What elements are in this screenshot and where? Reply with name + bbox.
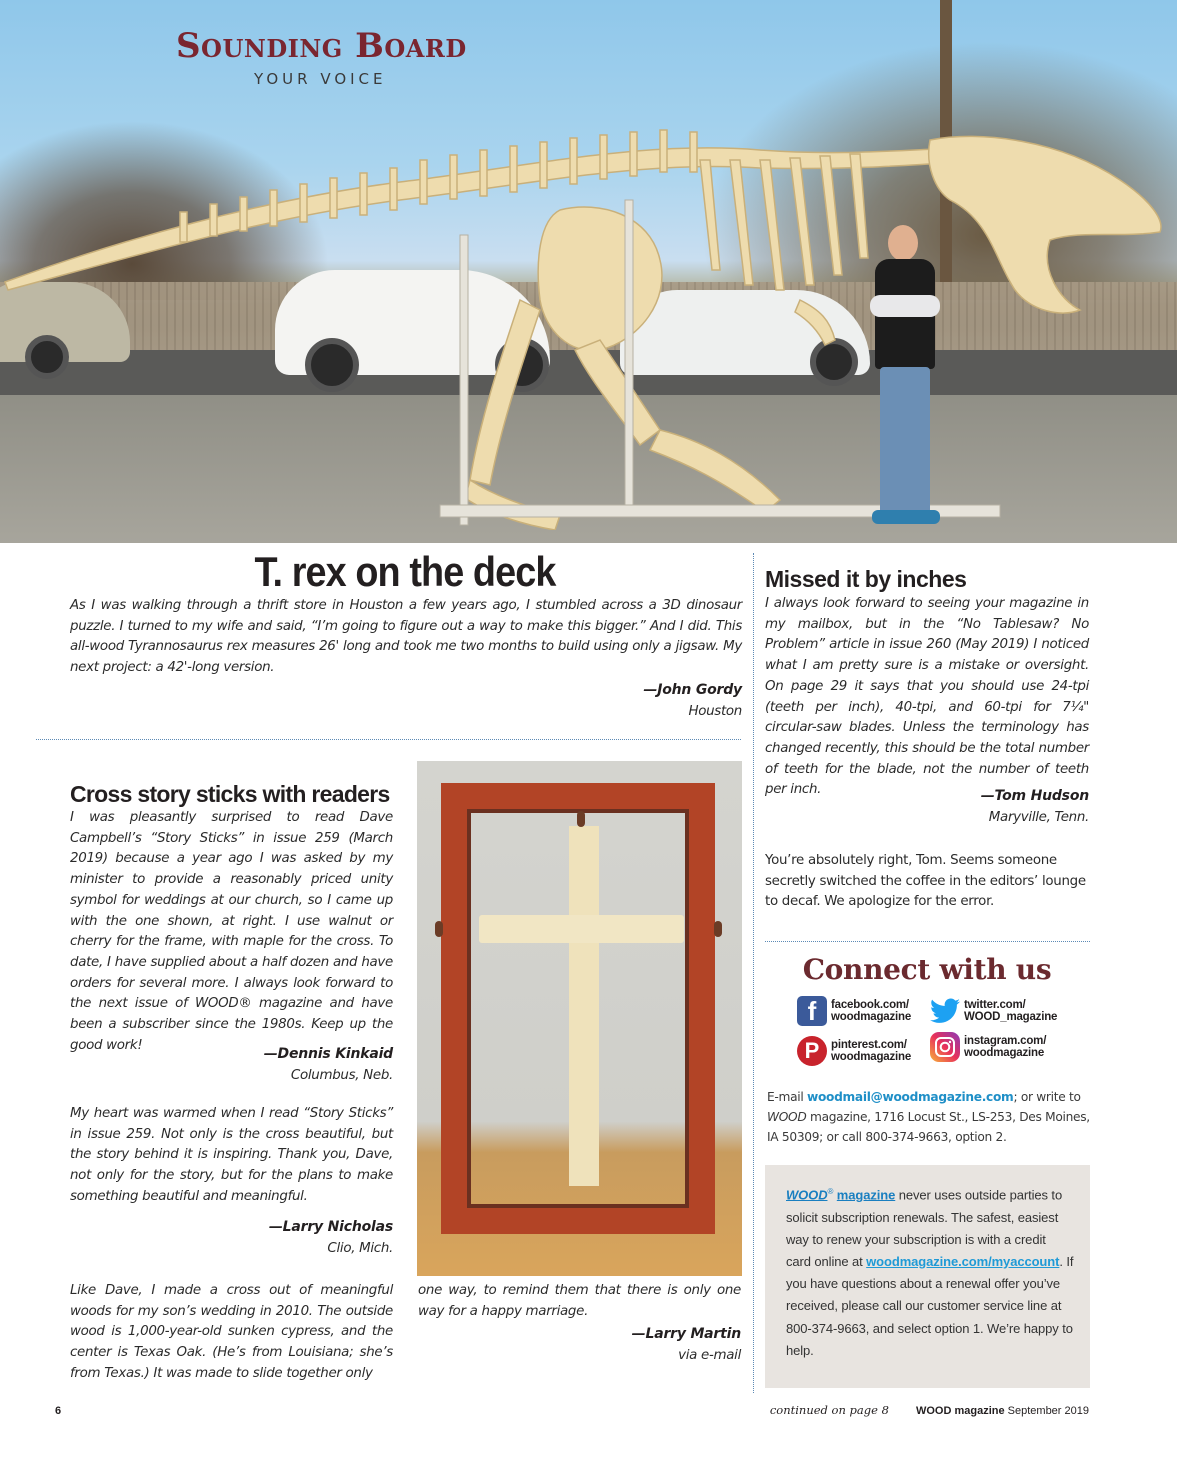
twitter-icon bbox=[930, 996, 960, 1026]
column-divider bbox=[753, 553, 754, 1393]
letter-body-kinkaid: I was pleasantly surprised to read Dave Campbell’s “Story Sticks” in issue 259 (March 2019) because a year ago I was asked by my minister to provide a reasonably priced unity symbol for weddings at our church, so I came up with the one shown, at right. I use walnut or cherry for the frame, with maple for the cross. To date, I have supplied about a half dozen and have orders for several more. I always look forward to the next issue of WOOD® magazine and have been a subscriber since the 1980s. Keep up the good work! bbox=[70, 810, 393, 1053]
social-label: pinterest.com/ woodmagazine bbox=[831, 1039, 912, 1063]
letter-body-hudson: I always look forward to seeing your magazine in my mailbox, but in the “No Tablesaw? No Problem” article in issue 260 (May 2019) I noticed what I am pretty sure is a mistake or oversight. On page 29 it says that you should use 24-tpi (teeth per inch), 40-tpi, and 60-tpi for 7¼" circular-saw blades. Unless the terminology has changed recently, this should be the total number of teeth for the blade, not the number of teeth per inch. bbox=[765, 596, 1089, 798]
letter-title-trex: T. rex on the deck bbox=[254, 548, 556, 595]
subscription-notice: WOOD® magazine never uses outside parties to solicit subscription renewals. The safest, easiest way to renew your subscription is with a credit card online at woodmagazine.com/myaccount. If you have questions about a renewal offer you’ve received, please call our customer service line at 800-374-9663, and select option 1. We’re happy to help. bbox=[765, 1165, 1090, 1388]
author-name: —Dennis Kinkaid bbox=[263, 1046, 393, 1062]
cherry-frame bbox=[441, 783, 715, 1234]
section-divider bbox=[765, 941, 1090, 942]
author-name: —John Gordy bbox=[643, 682, 742, 698]
footer-info bbox=[770, 1403, 1089, 1417]
letter-title-missed: Missed it by inches bbox=[765, 566, 967, 592]
continued-note: continued on page 8 bbox=[769, 1403, 889, 1417]
instagram-icon bbox=[930, 1032, 960, 1062]
myaccount-link[interactable]: woodmagazine.com/myaccount bbox=[866, 1253, 1060, 1269]
social-pinterest[interactable] bbox=[797, 1036, 911, 1066]
contact-info: E-mail woodmail@woodmagazine.com; or write to WOOD magazine, 1716 Locust St., LS-253, Des Moines, IA 50309; or call 800-374-9663, option 2. bbox=[767, 1090, 1090, 1144]
social-label: twitter.com/ WOOD_magazine bbox=[964, 999, 1058, 1023]
social-instagram[interactable] bbox=[930, 1032, 1046, 1062]
social-twitter[interactable] bbox=[930, 996, 1057, 1026]
section-header bbox=[176, 26, 467, 88]
email-link[interactable]: woodmail@woodmagazine.com bbox=[807, 1090, 1014, 1104]
man-standing bbox=[870, 225, 940, 525]
author-location: via e-mail bbox=[678, 1348, 741, 1363]
connect-title: Connect with us bbox=[802, 953, 1052, 986]
author-name: —Larry Nicholas bbox=[268, 1219, 393, 1235]
peg bbox=[577, 811, 585, 827]
letter-body-martin-part1: Like Dave, I made a cross out of meaningful woods for my son’s wedding in 2010. The outside wood is 1,000-year-old sunken cypress, and the center is Texas Oak. (He’s from Louisiana; she’s from Texas.) It was made to slide together only bbox=[70, 1283, 393, 1381]
author-location: Clio, Mich. bbox=[327, 1241, 393, 1256]
letter-signature-nicholas bbox=[200, 1216, 393, 1260]
social-facebook[interactable] bbox=[797, 996, 911, 1026]
letter-signature-trex bbox=[420, 679, 742, 723]
editor-reply: You’re absolutely right, Tom. Seems someone secretly switched the coffee in the editors’ lounge to decaf. We apologize for the error. bbox=[765, 853, 1086, 910]
cross-frame-photo bbox=[417, 761, 742, 1276]
magazine-name: WOOD magazine bbox=[915, 1405, 1005, 1417]
author-location: Maryville, Tenn. bbox=[988, 810, 1089, 825]
issue-date: September 2019 bbox=[1007, 1405, 1089, 1417]
pinterest-icon: P bbox=[797, 1036, 827, 1066]
letter-signature-martin bbox=[520, 1323, 741, 1367]
peg bbox=[714, 921, 722, 937]
letter-body-trex: As I was walking through a thrift store in Houston a few years ago, I stumbled across a 3D dinosaur puzzle. I turned to my wife and said, “I’m going to figure out a way to make this bigger.” And I did. This all-wood Tyrannosaurus rex measures 26' long and took me two months to build using only a jigsaw. My next project: a 42'-long version. bbox=[70, 598, 742, 676]
hero-photo bbox=[0, 0, 1177, 543]
facebook-icon: f bbox=[797, 996, 827, 1026]
page-number: 6 bbox=[55, 1405, 62, 1417]
section-subtitle: YOUR VOICE bbox=[254, 70, 387, 88]
social-label: facebook.com/ woodmagazine bbox=[831, 999, 912, 1023]
author-location: Houston bbox=[688, 704, 742, 719]
author-name: —Tom Hudson bbox=[980, 788, 1089, 804]
section-title: Sounding Board bbox=[176, 26, 467, 66]
letter-body-nicholas: My heart was warmed when I read “Story Sticks” in issue 259. Not only is the cross beautiful, but the story behind it is inspiring. Thank you, Dave, not only for the story, but for the plans to make something beautiful and meaningful. bbox=[70, 1106, 393, 1204]
social-label: instagram.com/ woodmagazine bbox=[964, 1035, 1047, 1059]
author-name: —Larry Martin bbox=[631, 1326, 741, 1342]
section-divider bbox=[36, 739, 741, 740]
peg bbox=[435, 921, 443, 937]
trex-skeleton-sculpture bbox=[0, 100, 1177, 530]
letter-signature-kinkaid bbox=[200, 1043, 393, 1087]
letter-title-cross: Cross story sticks with readers bbox=[70, 781, 390, 807]
letter-body-martin-part2: one way, to remind them that there is only one way for a happy marriage. bbox=[418, 1283, 741, 1319]
brand-name: WOOD bbox=[786, 1187, 828, 1203]
letter-signature-hudson bbox=[900, 785, 1089, 829]
author-location: Columbus, Neb. bbox=[290, 1068, 393, 1083]
